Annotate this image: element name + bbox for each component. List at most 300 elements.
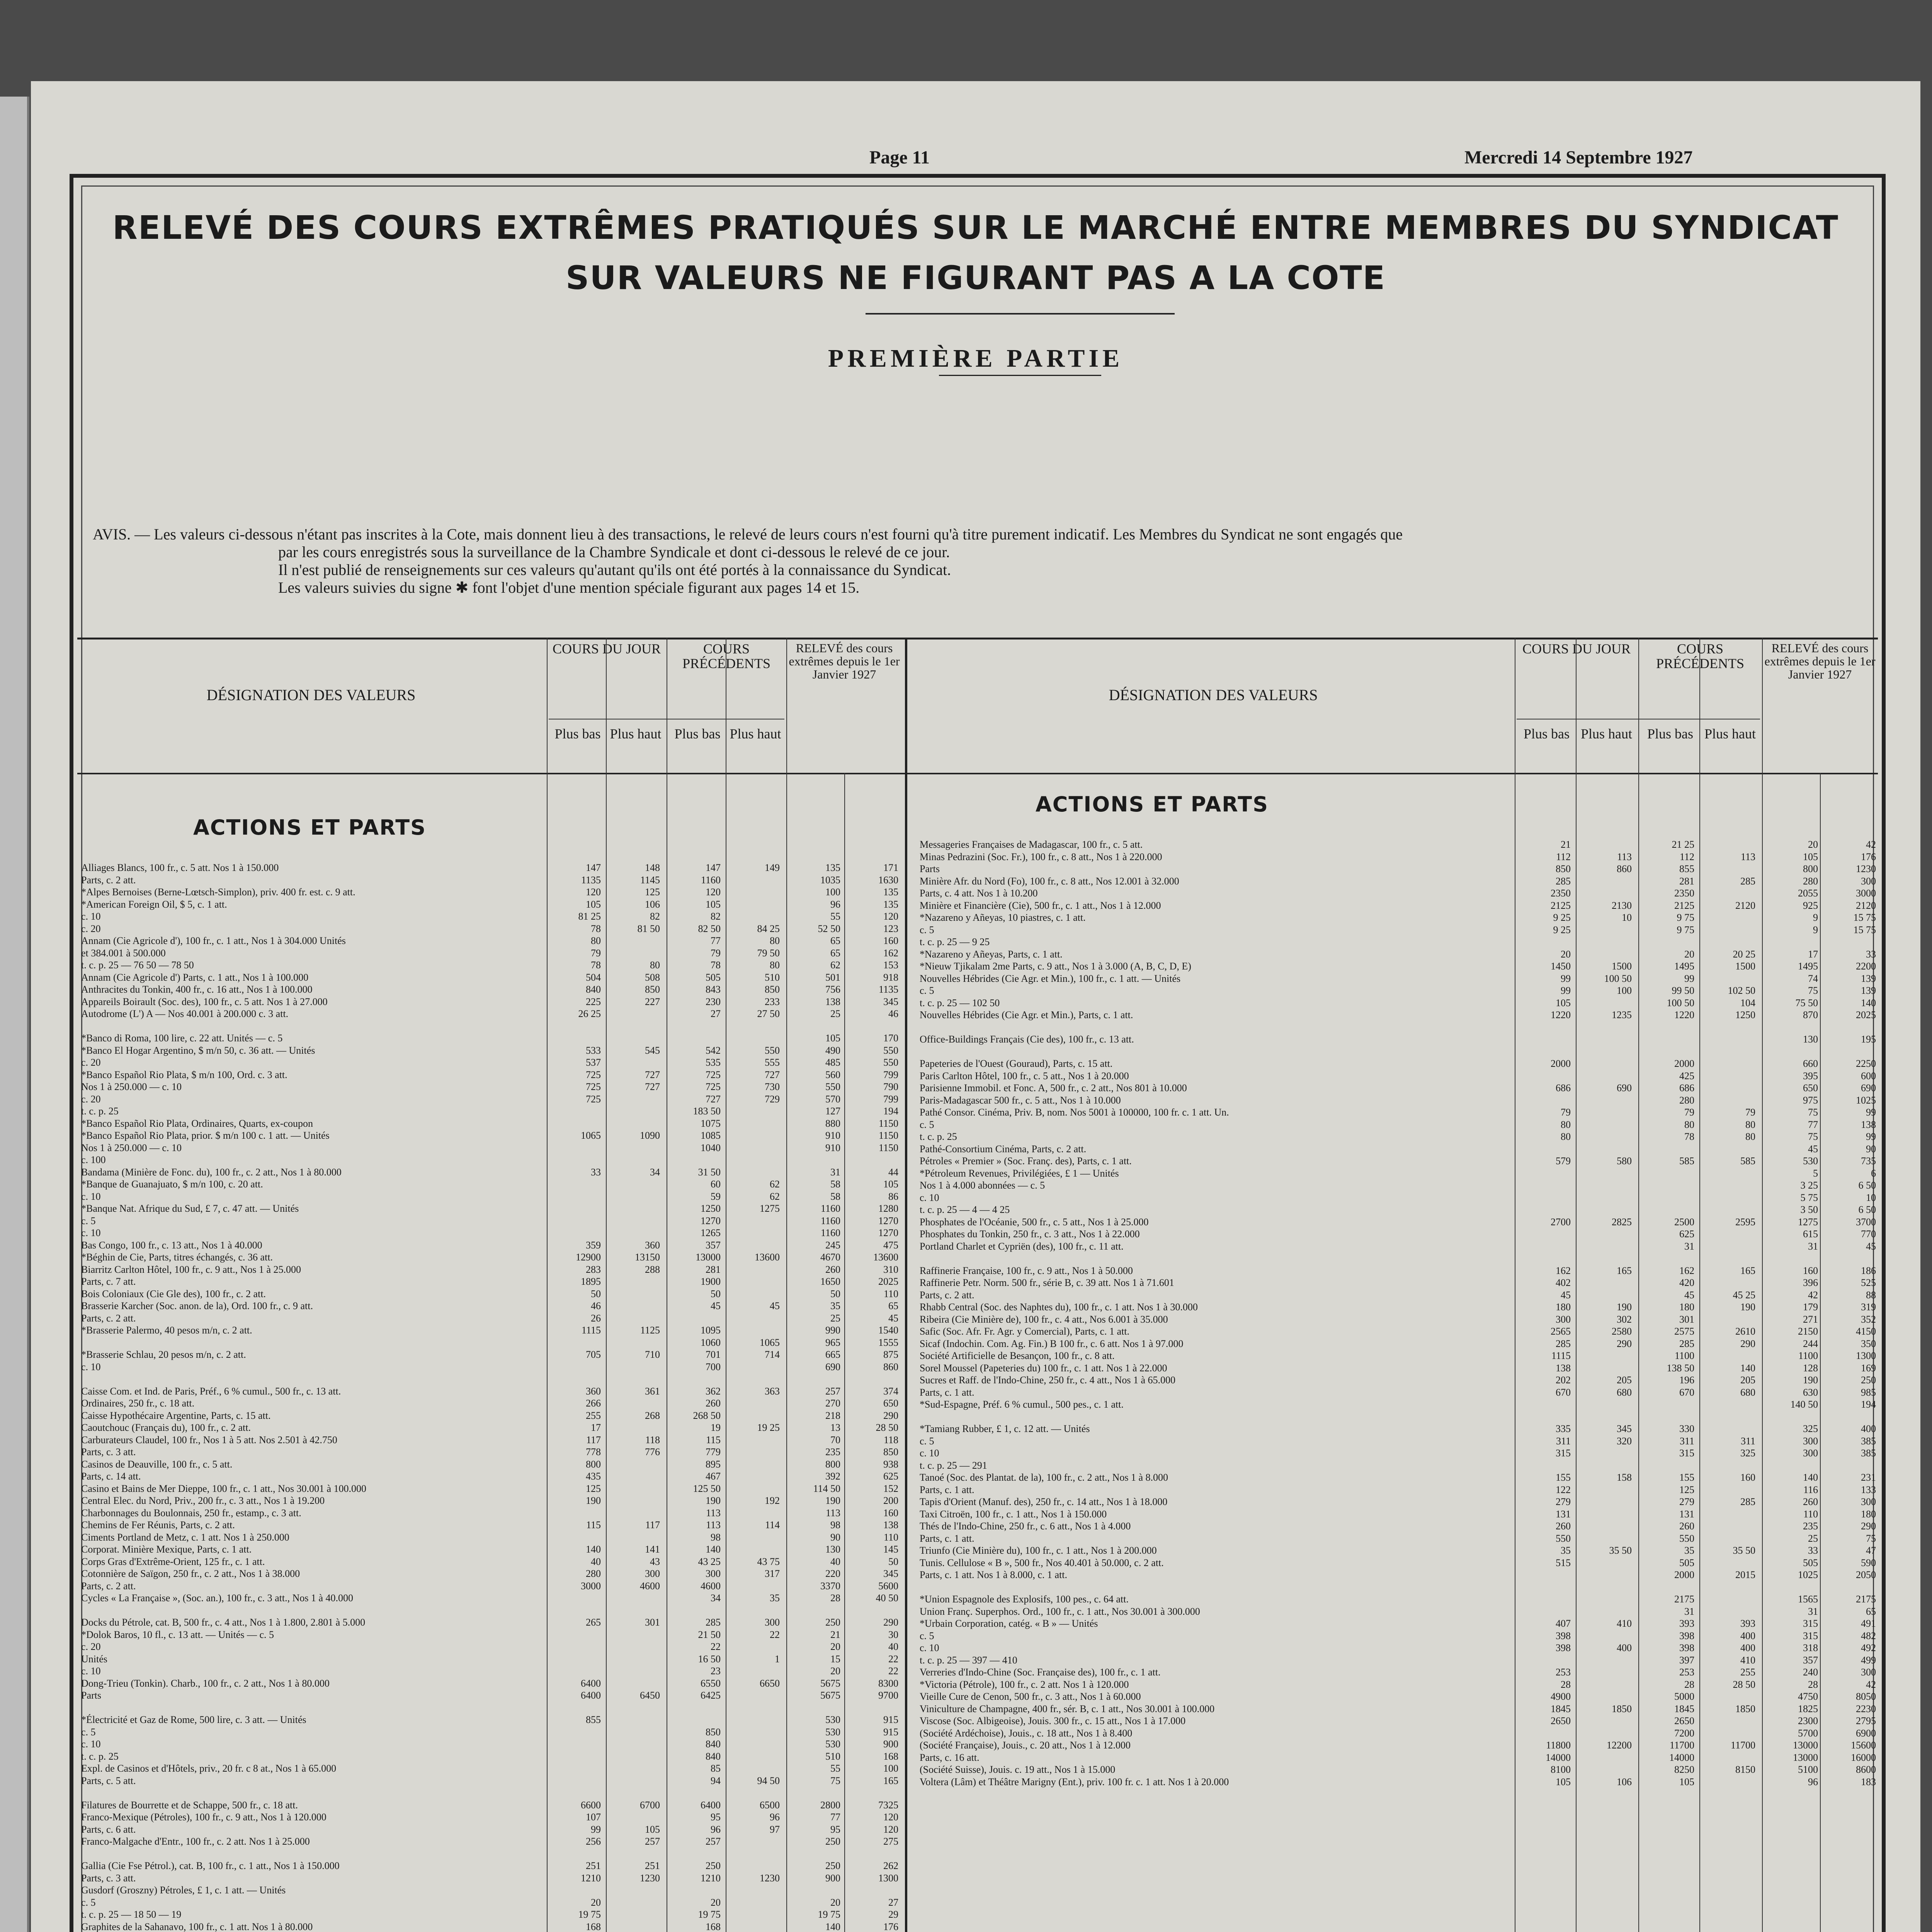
price-cell: 28 xyxy=(1808,1679,1818,1690)
price-cell: 600 xyxy=(1861,1070,1876,1082)
price-cell: 135 xyxy=(883,898,898,910)
price-cell: 25 xyxy=(830,1312,840,1324)
security-name: Corps Gras d'Extrême-Orient, 125 fr., c. 1 att. xyxy=(81,1556,265,1567)
table-row xyxy=(920,1569,1878,1581)
price-cell: 114 xyxy=(765,1519,780,1531)
price-cell: 107 xyxy=(586,1811,601,1823)
price-cell: 790 xyxy=(883,1081,898,1092)
notice-line: par les cours enregistrés sous la surveillance de la Chambre Syndicale et dont ci-dessous le relevé de ce jour. xyxy=(278,543,950,561)
price-cell: 99 xyxy=(591,1823,601,1835)
price-cell: 670 xyxy=(1679,1386,1694,1398)
security-name: Parts, c. 2 att. xyxy=(81,1312,136,1324)
price-cell: 550 xyxy=(883,1057,898,1068)
price-cell: 75 xyxy=(830,1775,840,1786)
price-cell: 6400 xyxy=(581,1677,601,1689)
price-cell: 162 xyxy=(883,947,898,959)
price-cell: 6 50 xyxy=(1858,1204,1876,1215)
price-cell: 352 xyxy=(1861,1313,1876,1325)
price-cell: 2595 xyxy=(1735,1216,1755,1228)
security-name: c. 5 xyxy=(81,1896,96,1908)
price-cell: 990 xyxy=(825,1325,840,1336)
price-cell: 1025 xyxy=(1856,1094,1876,1106)
price-cell: 310 xyxy=(883,1264,898,1275)
table-row xyxy=(81,1397,900,1410)
price-cell: 281 xyxy=(1679,875,1694,887)
price-cell: 62 xyxy=(770,1190,780,1202)
price-cell: 100 50 xyxy=(1667,997,1694,1009)
price-cell: 800 xyxy=(825,1458,840,1470)
price-cell: 320 xyxy=(1617,1435,1632,1447)
security-name: Paris-Madagascar 500 fr., c. 5 att., Nos 1 à 10.000 xyxy=(920,1094,1121,1106)
table-row xyxy=(81,1531,900,1544)
price-cell: 918 xyxy=(883,971,898,983)
price-cell: 205 xyxy=(1617,1374,1632,1386)
price-cell: 545 xyxy=(645,1044,660,1056)
price-cell: 268 xyxy=(645,1410,660,1421)
security-name: Sicaf (Indochin. Com. Ag. Fin.) B 100 fr., c. 6 att. Nos 1 à 97.000 xyxy=(920,1338,1184,1349)
price-cell: 300 xyxy=(1861,1496,1876,1507)
price-cell: 9 xyxy=(1813,912,1818,923)
price-cell: 82 xyxy=(650,911,660,922)
price-cell: 82 xyxy=(711,911,721,922)
price-cell: 6 50 xyxy=(1858,1180,1876,1191)
price-cell: 533 xyxy=(586,1044,601,1056)
price-cell: 6900 xyxy=(1856,1727,1876,1739)
price-cell: 530 xyxy=(1803,1155,1818,1167)
security-name: c. 10 xyxy=(81,1665,101,1677)
table-row xyxy=(81,1519,900,1531)
price-cell: 125 xyxy=(586,1483,601,1494)
table-row xyxy=(81,1908,900,1921)
price-cell: 880 xyxy=(825,1117,840,1129)
price-cell: 714 xyxy=(765,1349,780,1360)
price-cell: 1135 xyxy=(878,984,898,995)
table-row xyxy=(920,1557,1878,1569)
security-name: Autodrome (L') A — Nos 40.001 à 200.000 c. 3 att. xyxy=(81,1008,289,1019)
security-name: Carburateurs Claudel, 100 fr., Nos 1 à 5 att. Nos 2.501 à 42.750 xyxy=(81,1434,337,1446)
price-cell: 285 xyxy=(1679,1338,1694,1349)
price-cell: 280 xyxy=(1679,1094,1694,1106)
security-name: Annam (Cie Agricole d') Parts, c. 1 att., Nos 1 à 100.000 xyxy=(81,971,309,983)
table-row xyxy=(81,1775,900,1787)
price-cell: 190 xyxy=(706,1495,721,1506)
table-row xyxy=(81,1044,900,1057)
price-cell: 170 xyxy=(883,1032,898,1044)
price-cell: 1085 xyxy=(701,1130,721,1141)
table-row xyxy=(920,1581,1878,1594)
table-row xyxy=(920,1532,1878,1545)
col-header-releve xyxy=(1764,638,1876,773)
price-cell: 11700 xyxy=(1669,1740,1694,1751)
price-cell: 756 xyxy=(825,984,840,995)
price-cell: 15 75 xyxy=(1853,924,1876,935)
price-cell: 5 xyxy=(1813,1167,1818,1179)
price-cell: 550 xyxy=(765,1044,780,1056)
price-cell: 2000 xyxy=(1674,1058,1694,1069)
table-row xyxy=(920,1325,1878,1338)
table-row xyxy=(920,875,1878,888)
price-cell: 510 xyxy=(765,971,780,983)
price-cell: 62 xyxy=(830,959,840,971)
price-cell: 1270 xyxy=(878,1215,898,1226)
price-cell: 2350 xyxy=(1551,888,1571,899)
security-name: Triunfo (Cie Minière du), 100 fr., c. 1 att., Nos 1 à 200.000 xyxy=(920,1545,1157,1556)
price-cell: 279 xyxy=(1679,1496,1694,1507)
price-cell: 300 xyxy=(706,1568,721,1579)
price-cell: 130 xyxy=(1803,1034,1818,1045)
table-row xyxy=(81,1276,900,1288)
price-cell: 1825 xyxy=(1798,1703,1818,1714)
price-cell: 260 xyxy=(706,1398,721,1409)
col-header-label: COURS DU JOUR xyxy=(552,641,661,656)
price-cell: 6400 xyxy=(581,1690,601,1701)
price-cell: 105 xyxy=(706,898,721,910)
table-row xyxy=(920,1752,1878,1764)
price-cell: 1160 xyxy=(820,1203,840,1214)
price-cell: 253 xyxy=(1556,1667,1571,1678)
price-cell: 162 xyxy=(1679,1265,1694,1276)
table-row xyxy=(81,1653,900,1665)
price-cell: 1850 xyxy=(1735,1703,1755,1714)
price-cell: 195 xyxy=(1861,1034,1876,1045)
price-cell: 315 xyxy=(1803,1618,1818,1629)
price-cell: 374 xyxy=(883,1385,898,1397)
security-name: *Banco di Roma, 100 lire, c. 22 att. Unités — c. 5 xyxy=(81,1032,283,1044)
price-cell: 105 xyxy=(883,1179,898,1190)
price-cell: 6700 xyxy=(640,1799,660,1811)
price-cell: 530 xyxy=(825,1726,840,1738)
price-cell: 870 xyxy=(1803,1009,1818,1020)
price-cell: 2025 xyxy=(878,1276,898,1287)
price-cell: 95 xyxy=(711,1811,721,1823)
security-name: Parts, c. 6 att. xyxy=(81,1823,136,1835)
price-cell: 1210 xyxy=(701,1872,721,1884)
security-name: Chemins de Fer Réunis, Parts, c. 2 att. xyxy=(81,1519,235,1531)
price-cell: 580 xyxy=(1617,1155,1632,1167)
security-name: *American Foreign Oil, $ 5, c. 1 att. xyxy=(81,898,227,910)
price-cell: 168 xyxy=(586,1921,601,1932)
price-cell: 35 xyxy=(1684,1545,1694,1556)
price-cell: 77 xyxy=(830,1811,840,1823)
price-cell: 357 xyxy=(1803,1654,1818,1666)
price-cell: 153 xyxy=(883,959,898,971)
price-cell: 117 xyxy=(645,1519,660,1531)
price-cell: 50 xyxy=(711,1288,721,1299)
price-cell: 231 xyxy=(1861,1472,1876,1483)
price-cell: 31 50 xyxy=(698,1166,721,1178)
security-name: Gallia (Cie Fse Pétrol.), cat. B, 100 fr., c. 1 att., Nos 1 à 150.000 xyxy=(81,1860,340,1871)
price-cell: 257 xyxy=(825,1385,840,1397)
price-cell: 965 xyxy=(825,1337,840,1348)
price-cell: 9 25 xyxy=(1553,912,1571,923)
price-cell: 176 xyxy=(1861,851,1876,862)
price-cell: 1850 xyxy=(1612,1703,1632,1714)
table-row xyxy=(920,1679,1878,1691)
price-cell: 490 xyxy=(825,1044,840,1056)
price-cell: 1265 xyxy=(701,1227,721,1238)
table-row xyxy=(81,1872,900,1884)
price-cell: 160 xyxy=(883,935,898,946)
table-row xyxy=(920,1459,1878,1472)
price-cell: 104 xyxy=(1740,997,1755,1009)
security-name: Parts, c. 1 att. xyxy=(920,1484,975,1495)
price-cell: 19 xyxy=(711,1422,721,1433)
security-name: Phosphates de l'Océanie, 500 fr., c. 5 att., Nos 1 à 25.000 xyxy=(920,1216,1149,1228)
price-cell: 160 xyxy=(1803,1265,1818,1276)
table-center-divider xyxy=(905,638,907,1932)
table-row xyxy=(920,1252,1878,1265)
price-cell: 25 xyxy=(1808,1532,1818,1544)
security-name: c. 100 xyxy=(81,1154,106,1165)
price-cell: 300 xyxy=(1556,1313,1571,1325)
price-cell: 1630 xyxy=(878,874,898,886)
price-cell: 26 25 xyxy=(578,1008,601,1019)
price-cell: 15 xyxy=(830,1653,840,1665)
price-cell: 106 xyxy=(645,898,660,910)
price-cell: 5600 xyxy=(878,1580,898,1592)
price-cell: 99 xyxy=(1561,985,1571,996)
price-cell: 2175 xyxy=(1674,1594,1694,1605)
security-name: Ciments Portland de Metz, c. 1 att. Nos 1 à 250.000 xyxy=(81,1531,289,1543)
price-cell: 15600 xyxy=(1851,1740,1876,1751)
price-cell: 46 xyxy=(888,1008,898,1019)
price-cell: 350 xyxy=(1861,1338,1876,1349)
price-cell: 58 xyxy=(830,1179,840,1190)
price-cell: 2300 xyxy=(1798,1715,1818,1726)
table-row xyxy=(81,947,900,959)
security-name: *Tamiang Rubber, £ 1, c. 12 att. — Unités xyxy=(920,1423,1090,1434)
price-cell: 13000 xyxy=(696,1252,721,1263)
table-row xyxy=(81,1337,900,1349)
price-cell: 300 xyxy=(645,1568,660,1579)
table-row xyxy=(920,1179,1878,1192)
price-cell: 1230 xyxy=(640,1872,660,1884)
price-cell: 75 50 xyxy=(1795,997,1818,1009)
price-cell: 670 xyxy=(1556,1386,1571,1398)
price-cell: 850 xyxy=(765,984,780,995)
price-cell: 145 xyxy=(883,1544,898,1555)
price-cell: 850 xyxy=(706,1726,721,1738)
price-cell: 505 xyxy=(1803,1557,1818,1568)
security-name: *Électricité et Gaz de Rome, 500 lire, c. 3 att. — Unités xyxy=(81,1714,306,1725)
price-cell: 393 xyxy=(1740,1618,1755,1629)
price-cell: 485 xyxy=(825,1057,840,1068)
price-cell: 21 25 xyxy=(1672,839,1694,850)
price-cell: 1540 xyxy=(878,1325,898,1336)
price-cell: 20 xyxy=(830,1896,840,1908)
price-cell: 130 xyxy=(825,1544,840,1555)
table-row xyxy=(81,874,900,886)
price-cell: 560 xyxy=(825,1069,840,1080)
price-cell: 81 25 xyxy=(578,911,601,922)
table-row xyxy=(920,912,1878,924)
table-row xyxy=(81,1665,900,1677)
price-cell: 630 xyxy=(1803,1386,1818,1398)
price-cell: 843 xyxy=(706,984,721,995)
price-cell: 99 xyxy=(1561,973,1571,984)
price-cell: 97 xyxy=(770,1823,780,1835)
price-cell: 46 xyxy=(591,1300,601,1311)
price-cell: 260 xyxy=(1803,1496,1818,1507)
price-cell: 14000 xyxy=(1546,1752,1571,1763)
table-row xyxy=(920,1338,1878,1350)
price-cell: 78 xyxy=(1684,1131,1694,1142)
price-cell: 28 xyxy=(1561,1679,1571,1690)
table-row xyxy=(920,1301,1878,1313)
price-cell: 730 xyxy=(765,1081,780,1092)
table-row xyxy=(920,1423,1878,1435)
table-row xyxy=(81,1835,900,1848)
security-name: Nos 1 à 250.000 — c. 10 xyxy=(81,1081,182,1092)
price-cell: 505 xyxy=(706,971,721,983)
price-cell: 13000 xyxy=(1793,1752,1818,1763)
table-row xyxy=(920,1593,1878,1605)
price-cell: 40 xyxy=(591,1556,601,1567)
table-row xyxy=(920,887,1878,900)
price-cell: 235 xyxy=(1803,1520,1818,1532)
table-row xyxy=(920,1715,1878,1727)
price-cell: 12200 xyxy=(1607,1740,1632,1751)
price-cell: 550 xyxy=(825,1081,840,1092)
table-row xyxy=(920,1544,1878,1557)
newspaper-page xyxy=(31,81,1920,1932)
price-cell: 285 xyxy=(706,1617,721,1628)
price-cell: 315 xyxy=(1803,1630,1818,1641)
price-cell: 35 xyxy=(830,1300,840,1311)
table-row xyxy=(920,1484,1878,1496)
col-header-plus-bas: Plus bas xyxy=(674,726,721,742)
price-cell: 62 xyxy=(770,1179,780,1190)
price-cell: 505 xyxy=(1679,1557,1694,1568)
security-name: c. 5 xyxy=(81,1215,96,1226)
price-cell: 2055 xyxy=(1798,888,1818,899)
price-cell: 59 xyxy=(711,1190,721,1202)
price-cell: 530 xyxy=(825,1738,840,1750)
table-row xyxy=(81,935,900,947)
notice-line: AVIS. — Les valeurs ci-dessous n'étant pas inscrites à la Cote, mais donnent lieu à des transactions, le relevé de leurs cours n'est fourni qu'à titre purement indicatif. Les Membres du Syndicat ne sont engagés que xyxy=(93,526,1403,543)
security-name: Société Artificielle de Besançon, 100 fr., c. 8 att. xyxy=(920,1350,1115,1361)
security-name: t. c. p. 25 — 397 — 410 xyxy=(920,1654,1017,1666)
price-cell: 8300 xyxy=(878,1677,898,1689)
security-name: *Union Espagnole des Explosifs, 100 pes., c. 64 att. xyxy=(920,1594,1129,1605)
price-cell: 80 xyxy=(770,935,780,946)
price-cell: 400 xyxy=(1861,1423,1876,1434)
price-cell: 138 xyxy=(1861,1119,1876,1130)
price-cell: 180 xyxy=(1556,1301,1571,1313)
price-cell: 20 25 xyxy=(1733,948,1755,960)
price-cell: 55 xyxy=(830,1763,840,1774)
table-row xyxy=(920,1009,1878,1021)
price-cell: 99 xyxy=(1866,1107,1876,1118)
table-row xyxy=(81,1921,900,1932)
price-cell: 128 xyxy=(1803,1362,1818,1374)
price-cell: 50 xyxy=(830,1288,840,1299)
table-row xyxy=(81,1069,900,1081)
price-cell: 28 xyxy=(830,1592,840,1604)
security-name: t. c. p. 25 xyxy=(81,1750,119,1762)
notice-line: Il n'est publié de renseignements sur ces valeurs qu'autant qu'ils ont été portés à la connaissance du Syndicat. xyxy=(278,561,951,578)
price-cell: 345 xyxy=(1617,1423,1632,1434)
right-table xyxy=(916,638,1878,1932)
table-row xyxy=(81,1483,900,1495)
price-cell: 268 50 xyxy=(693,1410,721,1421)
price-cell: 75 xyxy=(1808,1107,1818,1118)
price-cell: 135 xyxy=(825,862,840,873)
table-row xyxy=(920,1058,1878,1070)
security-name: Franco-Malgache d'Entr., 100 fr., c. 2 att. Nos 1 à 25.000 xyxy=(81,1836,310,1847)
table-row xyxy=(81,1105,900,1117)
price-cell: 680 xyxy=(1740,1386,1755,1398)
table-row xyxy=(81,1422,900,1434)
security-name: t. c. p. 25 — 76 50 — 78 50 xyxy=(81,959,194,971)
price-cell: 113 xyxy=(706,1519,721,1531)
price-cell: 2000 xyxy=(1674,1569,1694,1580)
price-cell: 113 xyxy=(825,1507,840,1519)
table-row xyxy=(920,1630,1878,1642)
price-cell: 162 xyxy=(1556,1265,1571,1276)
security-name: Caoutchouc (Français du), 100 fr., c. 2 att. xyxy=(81,1422,251,1433)
price-cell: 96 xyxy=(1808,1776,1818,1787)
price-cell: 1500 xyxy=(1612,961,1632,972)
price-cell: 4150 xyxy=(1856,1326,1876,1337)
price-cell: 20 xyxy=(1808,839,1818,850)
security-name: Parts, c. 16 att. xyxy=(920,1752,980,1763)
price-cell: 910 xyxy=(825,1142,840,1153)
price-cell: 50 xyxy=(888,1556,898,1567)
price-cell: 727 xyxy=(645,1069,660,1080)
table-row xyxy=(81,1020,900,1032)
price-cell: 194 xyxy=(1861,1399,1876,1410)
price-cell: 52 50 xyxy=(818,923,840,934)
price-cell: 140 xyxy=(825,1921,840,1932)
price-cell: 14000 xyxy=(1669,1752,1694,1763)
table-row xyxy=(81,1178,900,1190)
price-cell: 686 xyxy=(1679,1082,1694,1094)
price-cell: 2575 xyxy=(1674,1326,1694,1337)
price-cell: 3370 xyxy=(820,1580,840,1592)
price-cell: 245 xyxy=(825,1239,840,1251)
security-name: Central Elec. du Nord, Priv., 200 fr., c. 3 att., Nos 1 à 19.200 xyxy=(81,1495,325,1506)
price-cell: 20 xyxy=(830,1641,840,1652)
table-row xyxy=(81,1227,900,1239)
price-cell: 345 xyxy=(883,996,898,1007)
price-cell: 60 xyxy=(711,1179,721,1190)
price-cell: 395 xyxy=(1803,1070,1818,1082)
price-cell: 850 xyxy=(645,984,660,995)
price-cell: 361 xyxy=(645,1385,660,1397)
price-cell: 6550 xyxy=(701,1677,721,1689)
price-cell: 2150 xyxy=(1798,1326,1818,1337)
table-row xyxy=(81,886,900,898)
security-name: Filatures de Bourrette et de Schappe, 500 fr., c. 18 att. xyxy=(81,1799,298,1811)
price-cell: 1100 xyxy=(1798,1350,1818,1361)
price-cell: 510 xyxy=(825,1750,840,1762)
security-name: *Banque Nat. Afrique du Sud, £ 7, c. 47 att. — Unités xyxy=(81,1203,299,1214)
price-cell: 266 xyxy=(586,1398,601,1409)
price-cell: 281 xyxy=(706,1264,721,1275)
part-title: PREMIÈRE PARTIE xyxy=(828,344,1124,372)
table-row xyxy=(81,1385,900,1398)
price-cell: 335 xyxy=(1556,1423,1571,1434)
price-cell: 690 xyxy=(825,1361,840,1372)
price-cell: 590 xyxy=(1861,1557,1876,1568)
security-name: et 384.001 à 500.000 xyxy=(81,947,166,959)
security-name: Parisienne Immobil. et Fonc. A, 500 fr., c. 2 att., Nos 801 à 10.000 xyxy=(920,1082,1187,1094)
security-name: Parts, c. 3 att. xyxy=(81,1872,136,1884)
price-cell: 44 xyxy=(888,1166,898,1178)
price-cell: 271 xyxy=(1803,1313,1818,1325)
security-name: Appareils Boirault (Soc. des), 100 fr., c. 5 att. Nos 1 à 27.000 xyxy=(81,996,328,1007)
